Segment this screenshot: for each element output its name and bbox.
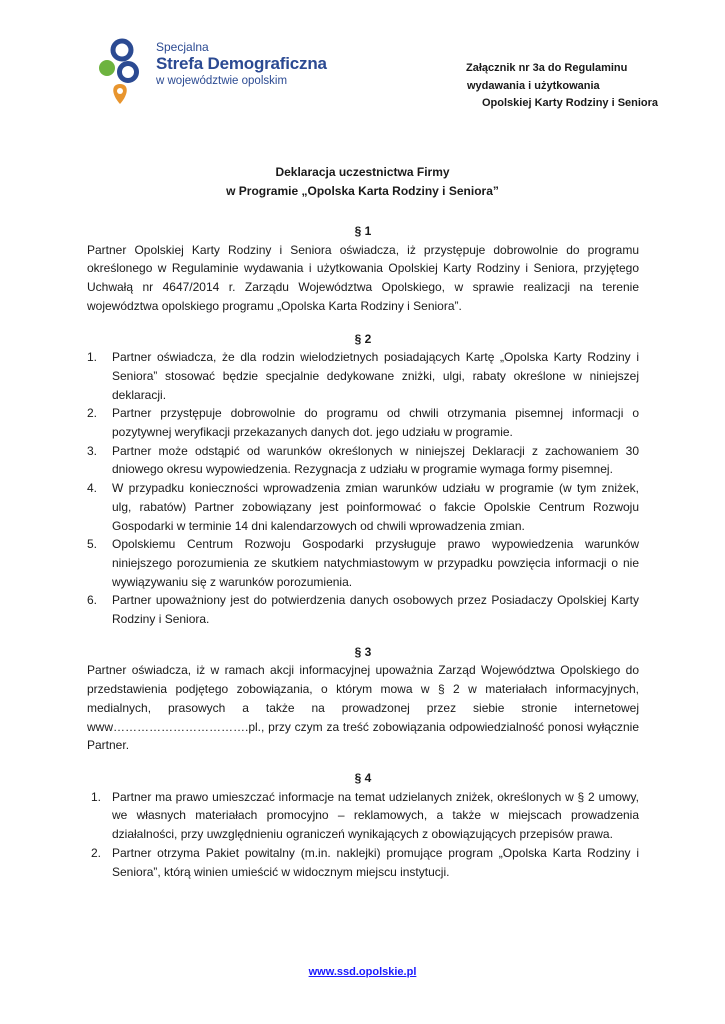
list-item (87, 788, 639, 844)
annex-header (466, 60, 658, 113)
list-number: 6. (87, 593, 98, 608)
list-text: Partner ma prawo umieszczać informacje na temat udzielanych zniżek, określonych w § 2 umowy, we własnych materiałach promocyjno – reklamowych, a także w miejscach prowadzenia działalności, przy uwzględnieniu ograniczeń wynikających z obowiązujących przepisów prawa. (112, 789, 639, 842)
list-text: W przypadku konieczności wprowadzenia zmian warunków udziału w programie (w tym zniżek, ulg, rabatów) Partner zobowiązany jest poinformować o fakcie Opolskie Centrum Rozwoju Gospodarki w terminie 14 dni kalendarzowych od chwili wprowadzenia zmian. (112, 481, 639, 533)
logo-text (156, 40, 327, 88)
list-item (87, 535, 639, 591)
section-1-text: Partner Opolskiej Karty Rodziny i Seniora oświadcza, iż przystępuje dobrowolnie do programu określonego w Regulaminie wydawania i użytkowania Opolskiej Karty Rodziny i Seniora, przyjętego Uchwałą nr 4647/2014 r. Zarządu Województwa Opolskiego, w sprawie realizacji na terenie województwa opolskiego programu „Opolska Karta Rodziny i Seniora”. (87, 242, 639, 313)
list-text: Partner przystępuje dobrowolnie do programu od chwili otrzymania pisemnej informacji o pozytywnej weryfikacji przekazanych danych dot. jego udziału w programie. (112, 406, 639, 440)
logo-line-1: Specjalna (156, 40, 209, 54)
list-text: Partner upoważniony jest do potwierdzenia danych osobowych przez Posiadaczy Opolskiej Karty Rodziny i Seniora. (112, 593, 639, 627)
list-item (87, 844, 639, 881)
list-item (87, 479, 639, 535)
list-item (87, 404, 639, 441)
list-number: 3. (87, 443, 98, 458)
annex-line-2: wydawania i użytkowania (467, 79, 600, 92)
title-line-1: Deklaracja uczestnictwa Firmy (275, 165, 450, 179)
section-4-list (87, 788, 639, 882)
section-2-list (87, 348, 639, 629)
logo-line-3: w województwie opolskim (156, 75, 288, 87)
section-2-heading: § 2 (354, 331, 372, 346)
list-number: 5. (87, 537, 98, 552)
website-link[interactable]: www.ssd.opolskie.pl (308, 966, 417, 978)
section-1-heading: § 1 (354, 224, 372, 238)
list-number: 1. (91, 789, 102, 804)
annex-line-3: Opolskiej Karty Rodziny i Seniora (482, 97, 659, 109)
document-title (0, 163, 725, 201)
list-item (87, 591, 639, 628)
list-number: 2. (87, 406, 98, 421)
logo (96, 38, 336, 104)
list-item (87, 348, 639, 404)
list-text: Partner oświadcza, że dla rodzin wielodzietnych posiadających Kartę „Opolska Karty Rodziny i Seniora” stosować będzie specjalnie dedykowane zniżki, ulgi, rabaty określone w niniejszej deklaracji. (112, 350, 639, 402)
section-3-heading: § 3 (354, 644, 372, 659)
annex-line-1: Załącznik nr 3a do Regulaminu (466, 62, 628, 74)
section-3-text: Partner oświadcza, iż w ramach akcji informacyjnej upoważnia Zarząd Województwa Opolskiego do przedstawienia podjętego zobowiązania, o którym mowa w § 2 w materiałach informacyjnych, medialnych, prasowych a także na prowadzonej przez siebie stronie internetowej www…………………………….pl., przy czym za treść zobowiązania odpowiedzialność ponosi wyłącznie Partner. (87, 663, 639, 753)
document-body (87, 222, 639, 881)
logo-mark-icon (96, 38, 152, 104)
footer (0, 966, 725, 978)
list-number: 1. (87, 350, 98, 365)
list-item (87, 442, 639, 479)
list-number: 2. (91, 845, 102, 860)
section-4-heading: § 4 (354, 770, 372, 785)
list-number: 4. (87, 481, 98, 496)
list-text: Partner może odstąpić od warunków określonych w niniejszej Deklaracji z zachowaniem 30 dniowego okresu wypowiedzenia. Rezygnacja z udziału w programie wymaga formy pisemnej. (112, 443, 639, 477)
list-text: Opolskiemu Centrum Rozwoju Gospodarki przysługuje prawo wypowiedzenia warunków niniejszego porozumienia ze skutkiem natychmiastowym w przypadku powzięcia informacji o nie wywiązywaniu się z warunków porozumienia. (112, 537, 639, 589)
title-line-2: w Programie „Opolska Karta Rodziny i Seniora” (226, 184, 499, 198)
list-text: Partner otrzyma Pakiet powitalny (m.in. naklejki) promujące program „Opolska Karta Rodziny i Seniora”, którą winien umieścić w widocznym miejscu instytucji. (112, 845, 639, 879)
logo-line-2: Strefa Demograficzna (156, 54, 327, 73)
